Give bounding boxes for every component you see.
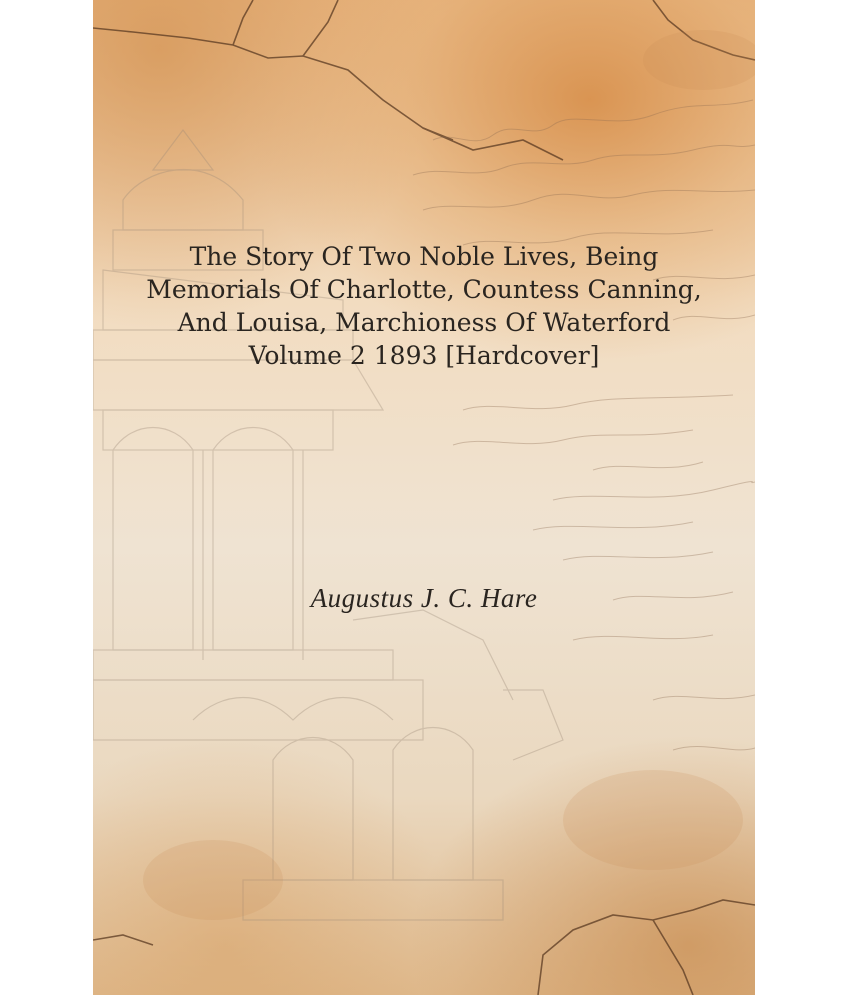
title-line: Volume 2 1893 [Hardcover] [248,341,600,370]
title-line: And Louisa, Marchioness Of Waterford [177,308,671,337]
title-line: The Story Of Two Noble Lives, Being [189,242,659,271]
aged-spots [143,30,755,920]
book-title [133,240,715,372]
cover-background-art [93,0,755,995]
title-line: Memorials Of Charlotte, Countess Canning, [146,275,702,304]
book-author: Augustus J. C. Hare [310,583,538,613]
book-cover [93,0,755,995]
handwriting-scribbles [413,100,755,750]
